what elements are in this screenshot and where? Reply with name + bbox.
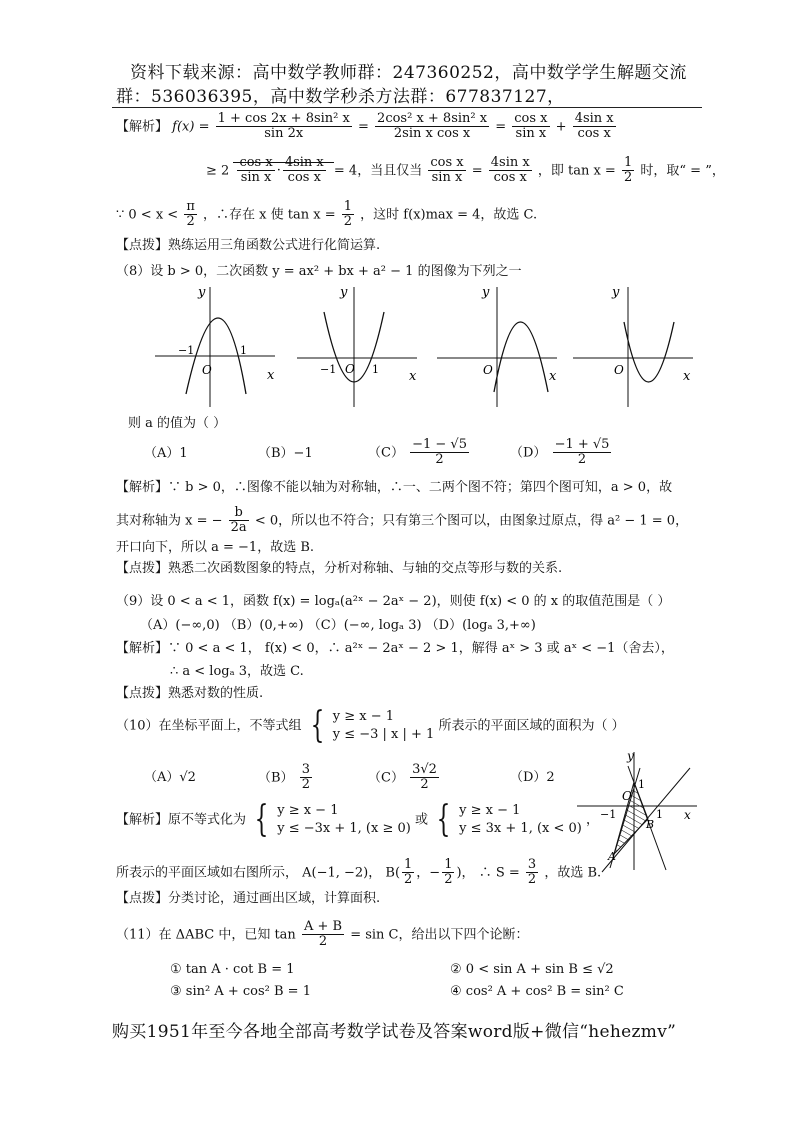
neg-one-label: −1 [178,344,195,357]
q8-graph-3 [432,282,567,412]
q10-option-d: （D）2 [510,770,555,785]
q8-ask: 则 a 的值为（ ） [128,416,227,431]
q10-region-figure [572,744,702,874]
q7-tip: 【点拨】熟练运用三角函数公式进行化简运算. [116,238,381,253]
q10-analysis: 【解析】原不等式化为 { y ≥ x − 1 y ≤ −3x + 1, (x ≥ 0) 或 { y ≥ x − 1 y ≤ 3x + 1, (x < 0) ， [116,799,600,840]
svg-text:1: 1 [638,778,645,791]
q8-question: （8）设 b > 0，二次函数 y = ax² + bx + a² − 1 的图像为下列之一 [116,264,522,279]
q10-option-a: （A）√2 [144,770,196,785]
svg-text:y: y [627,749,634,763]
q9-options: （A）(−∞,0) （B）(0,+∞) （C）(−∞, logₐ 3) （D）(logₐ 3,+∞) [140,618,536,633]
q8-analysis-line1: 【解析】∵ b > 0，∴图像不能以轴为对称轴，∴一、二两个图不符；第四个图可知，a > 0，故 [116,480,673,495]
svg-text:−1: −1 [600,808,617,821]
q8-graph-4 [568,282,703,412]
svg-text:x: x [684,808,691,822]
q7-sqrt: $\frac{\text{cos x}}{\text{sin x}}$ · $\frac{\text{4sin x}}{\text{cos x}}$ [233,162,333,178]
svg-text:x: x [549,369,557,384]
q7-analysis-line1: 【解析】 f(x) = $\frac{\text{1 + cos 2x + 8sin² x}}{\sin 2x}$ = $\frac{\text{2cos² x + 8sin² x}}{\text{2sin x cos x}}$ = $\frac{\text{cos x}}{\text{sin x}}$ + $\frac{\text{4sin x}}{\text{cos x}}$ [116,111,614,142]
y-label: y [198,285,206,300]
q11-statement-4: ④ cos² A + cos² B = sin² C [450,984,624,999]
q8-option-c: （C） $\frac{-1 - √5}{2}$ [368,437,467,468]
svg-text:x: x [683,369,691,384]
origin-label: O [202,363,212,377]
header-rule [112,107,702,108]
svg-text:1: 1 [372,363,379,376]
q10-tip: 【点拨】分类讨论，通过画出区域，计算面积. [116,891,381,906]
q8-analysis-line2: 其对称轴为 x = − $\frac{b}{2a}$ < 0，所以也不符合；只有第三个图可以，由图象过原点，得 a² − 1 = 0， [116,505,689,536]
q7-frac-2: $\frac{\text{2cos² x + 8sin² x}}{\text{2sin x cos x}}$ [377,111,488,142]
q8-option-a: （A）1 [144,446,188,461]
q11-statement-2: ② 0 < sin A + sin B ≤ √2 [450,962,614,977]
svg-text:O: O [345,362,355,376]
q8-graph-2 [292,282,427,412]
svg-text:y: y [612,285,620,300]
footer-ad: 购买1951年至今各地全部高考数学试卷及答案word版+微信“hehezmv” [112,1022,677,1042]
q7-analysis-tag: 【解析】 [116,119,169,135]
header-line-2: 群：536036395，高中数学秒杀方法群：677837127， [116,87,565,107]
q9-analysis-line2: ∴ a < logₐ 3，故选 C. [170,664,304,679]
q11-statement-1: ① tan A · cot B = 1 [170,962,295,977]
svg-text:x: x [409,369,417,384]
q10-question: （10）在坐标平面上，不等式组 { y ≥ x − 1 y ≤ −3 | x | + 1 所表示的平面区域的面积为（ ） [116,705,625,746]
svg-text:−1: −1 [320,363,337,376]
one-label: 1 [240,344,247,357]
q11-statement-3: ③ sin² A + cos² B = 1 [170,984,311,999]
q7-analysis-line2: ≥ 2 $\frac{\text{cos x}}{\text{sin x}}$ · $\frac{\text{4sin x}}{\text{cos x}}$ = 4，当且仅当 $\frac{\text{cos x}}{\text{sin x}}$ = $\frac{\text{4sin x}}{\text{cos x}}$ ，即 tan x = $\frac{1}{2}$ 时，取“ = ”， [206,155,725,186]
svg-text:1: 1 [656,808,663,821]
q9-question: （9）设 0 < a < 1，函数 f(x) = logₐ(a²ˣ − 2aˣ − 2)，则使 f(x) < 0 的 x 的取值范围是（ ） [116,594,671,609]
q8-option-b: （B）−1 [258,446,313,461]
svg-text:B: B [646,818,655,831]
q10-option-c: （C） $\frac{3√2}{2}$ [368,762,437,793]
svg-text:O: O [622,789,632,803]
q7-frac-3: $\frac{\text{cos x}}{\text{sin x}}$ [514,111,548,142]
q7-analysis-line3: ∵ 0 < x < $\frac{\pi}{2}$ ，∴存在 x 使 tan x = $\frac{1}{2}$ ，这时 f(x)max = 4，故选 C. [116,199,538,230]
q8-graph-1 [150,282,285,412]
svg-text:A: A [608,850,616,863]
q7-frac-4: $\frac{\text{4sin x}}{\text{cos x}}$ [574,111,614,142]
svg-text:y: y [482,285,490,300]
q10-result: 所表示的平面区域如右图所示， A(−1, −2)， B( $\frac{1}{2}$ ，− $\frac{1}{2}$ )， ∴ S = $\frac{3}{2}$ ，故选 B. [116,857,602,888]
q8-analysis-line3: 开口向下，所以 a = −1，故选 B. [116,540,315,555]
q8-tip: 【点拨】熟悉二次函数图象的特点，分析对称轴、与轴的交点等形与数的关系. [116,561,563,576]
svg-text:O: O [483,363,493,377]
q7-frac-1: $\frac{\text{1 + cos 2x + 8sin² x}}{\sin 2x}$ [217,111,350,142]
q11-question: （11）在 ΔABC 中，已知 tan $\frac{A + B}{2}$ = sin C，给出以下四个论断： [116,919,529,950]
svg-text:y: y [340,285,348,300]
x-label: x [267,368,275,383]
q9-analysis-line1: 【解析】∵ 0 < a < 1， f(x) < 0，∴ a²ˣ − 2aˣ − 2 > 1，解得 aˣ > 3 或 aˣ < −1（舍去）， [116,641,674,656]
q7-f-lhs: f(x) = [172,119,210,135]
header-line-1: 资料下载来源：高中数学教师群：247360252，高中数学学生解题交流 [130,63,687,83]
svg-text:O: O [614,363,624,377]
q9-tip: 【点拨】熟悉对数的性质. [116,686,264,701]
q10-option-b: （B） $\frac{3}{2}$ [258,762,310,793]
q8-option-d: （D） $\frac{-1 + √5}{2}$ [510,437,610,468]
